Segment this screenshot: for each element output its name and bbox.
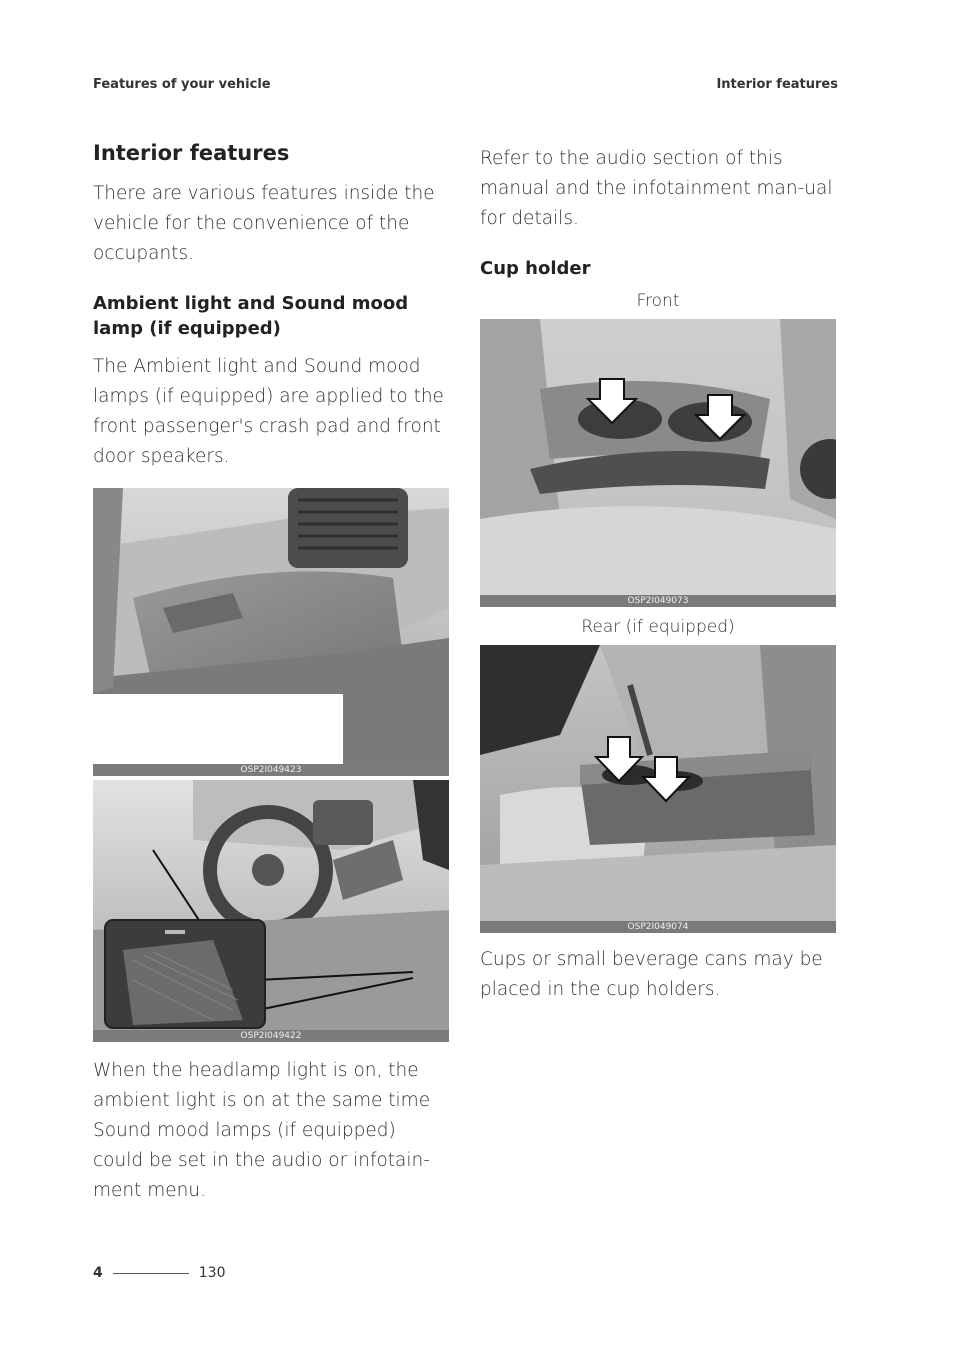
figure-code: OSP2I049074 (480, 921, 836, 933)
chapter-number: 4 (93, 1265, 103, 1281)
caption-front: Front (636, 291, 680, 312)
running-header-section: Features of your vehicle (93, 77, 271, 92)
page-footer (93, 1265, 225, 1281)
figure-interior-speaker (93, 780, 449, 1042)
figure-front-cup-holder (480, 319, 836, 607)
rear-cup-holder-illustration (480, 645, 836, 921)
headlamp-paragraph: When the headlamp light is on, the ambient light is on at the same time Sound mood lamps (if equipped) could be set in the audio or infotain-ment menu. (93, 1059, 431, 1201)
figure-rear-cup-holder (480, 645, 836, 933)
cup-holder-paragraph: Cups or small beverage cans may be placed in the cup holders. (480, 949, 823, 1001)
left-column (93, 140, 449, 1206)
audio-reference-paragraph: Refer to the audio section of this manual and the infotainment man-ual for details. (480, 148, 833, 229)
running-header-topic: Interior features (716, 77, 838, 92)
figure-dashboard-glovebox (93, 488, 449, 776)
figure-code: OSP2I049073 (480, 595, 836, 607)
interior-illustration (93, 780, 449, 1030)
page-number: 130 (198, 1265, 226, 1281)
footer-rule (113, 1273, 189, 1274)
ambient-light-paragraph: The Ambient light and Sound mood lamps (if equipped) are applied to the front passenger's crash pad and front door speakers. (93, 355, 444, 467)
right-column (480, 144, 836, 1005)
page-title: Interior features (93, 141, 290, 165)
figure-code: OSP2I049422 (93, 1030, 449, 1042)
cup-holder-heading: Cup holder (480, 258, 591, 279)
front-cup-holder-illustration (480, 319, 836, 595)
ambient-light-heading: Ambient light and Sound mood lamp (if equipped) (93, 293, 409, 340)
caption-rear: Rear (if equipped) (581, 617, 735, 638)
intro-paragraph: There are various features inside the vehicle for the convenience of the occupants. (93, 183, 435, 265)
figure-code: OSP2I049423 (93, 764, 449, 776)
dashboard-illustration (93, 488, 449, 764)
